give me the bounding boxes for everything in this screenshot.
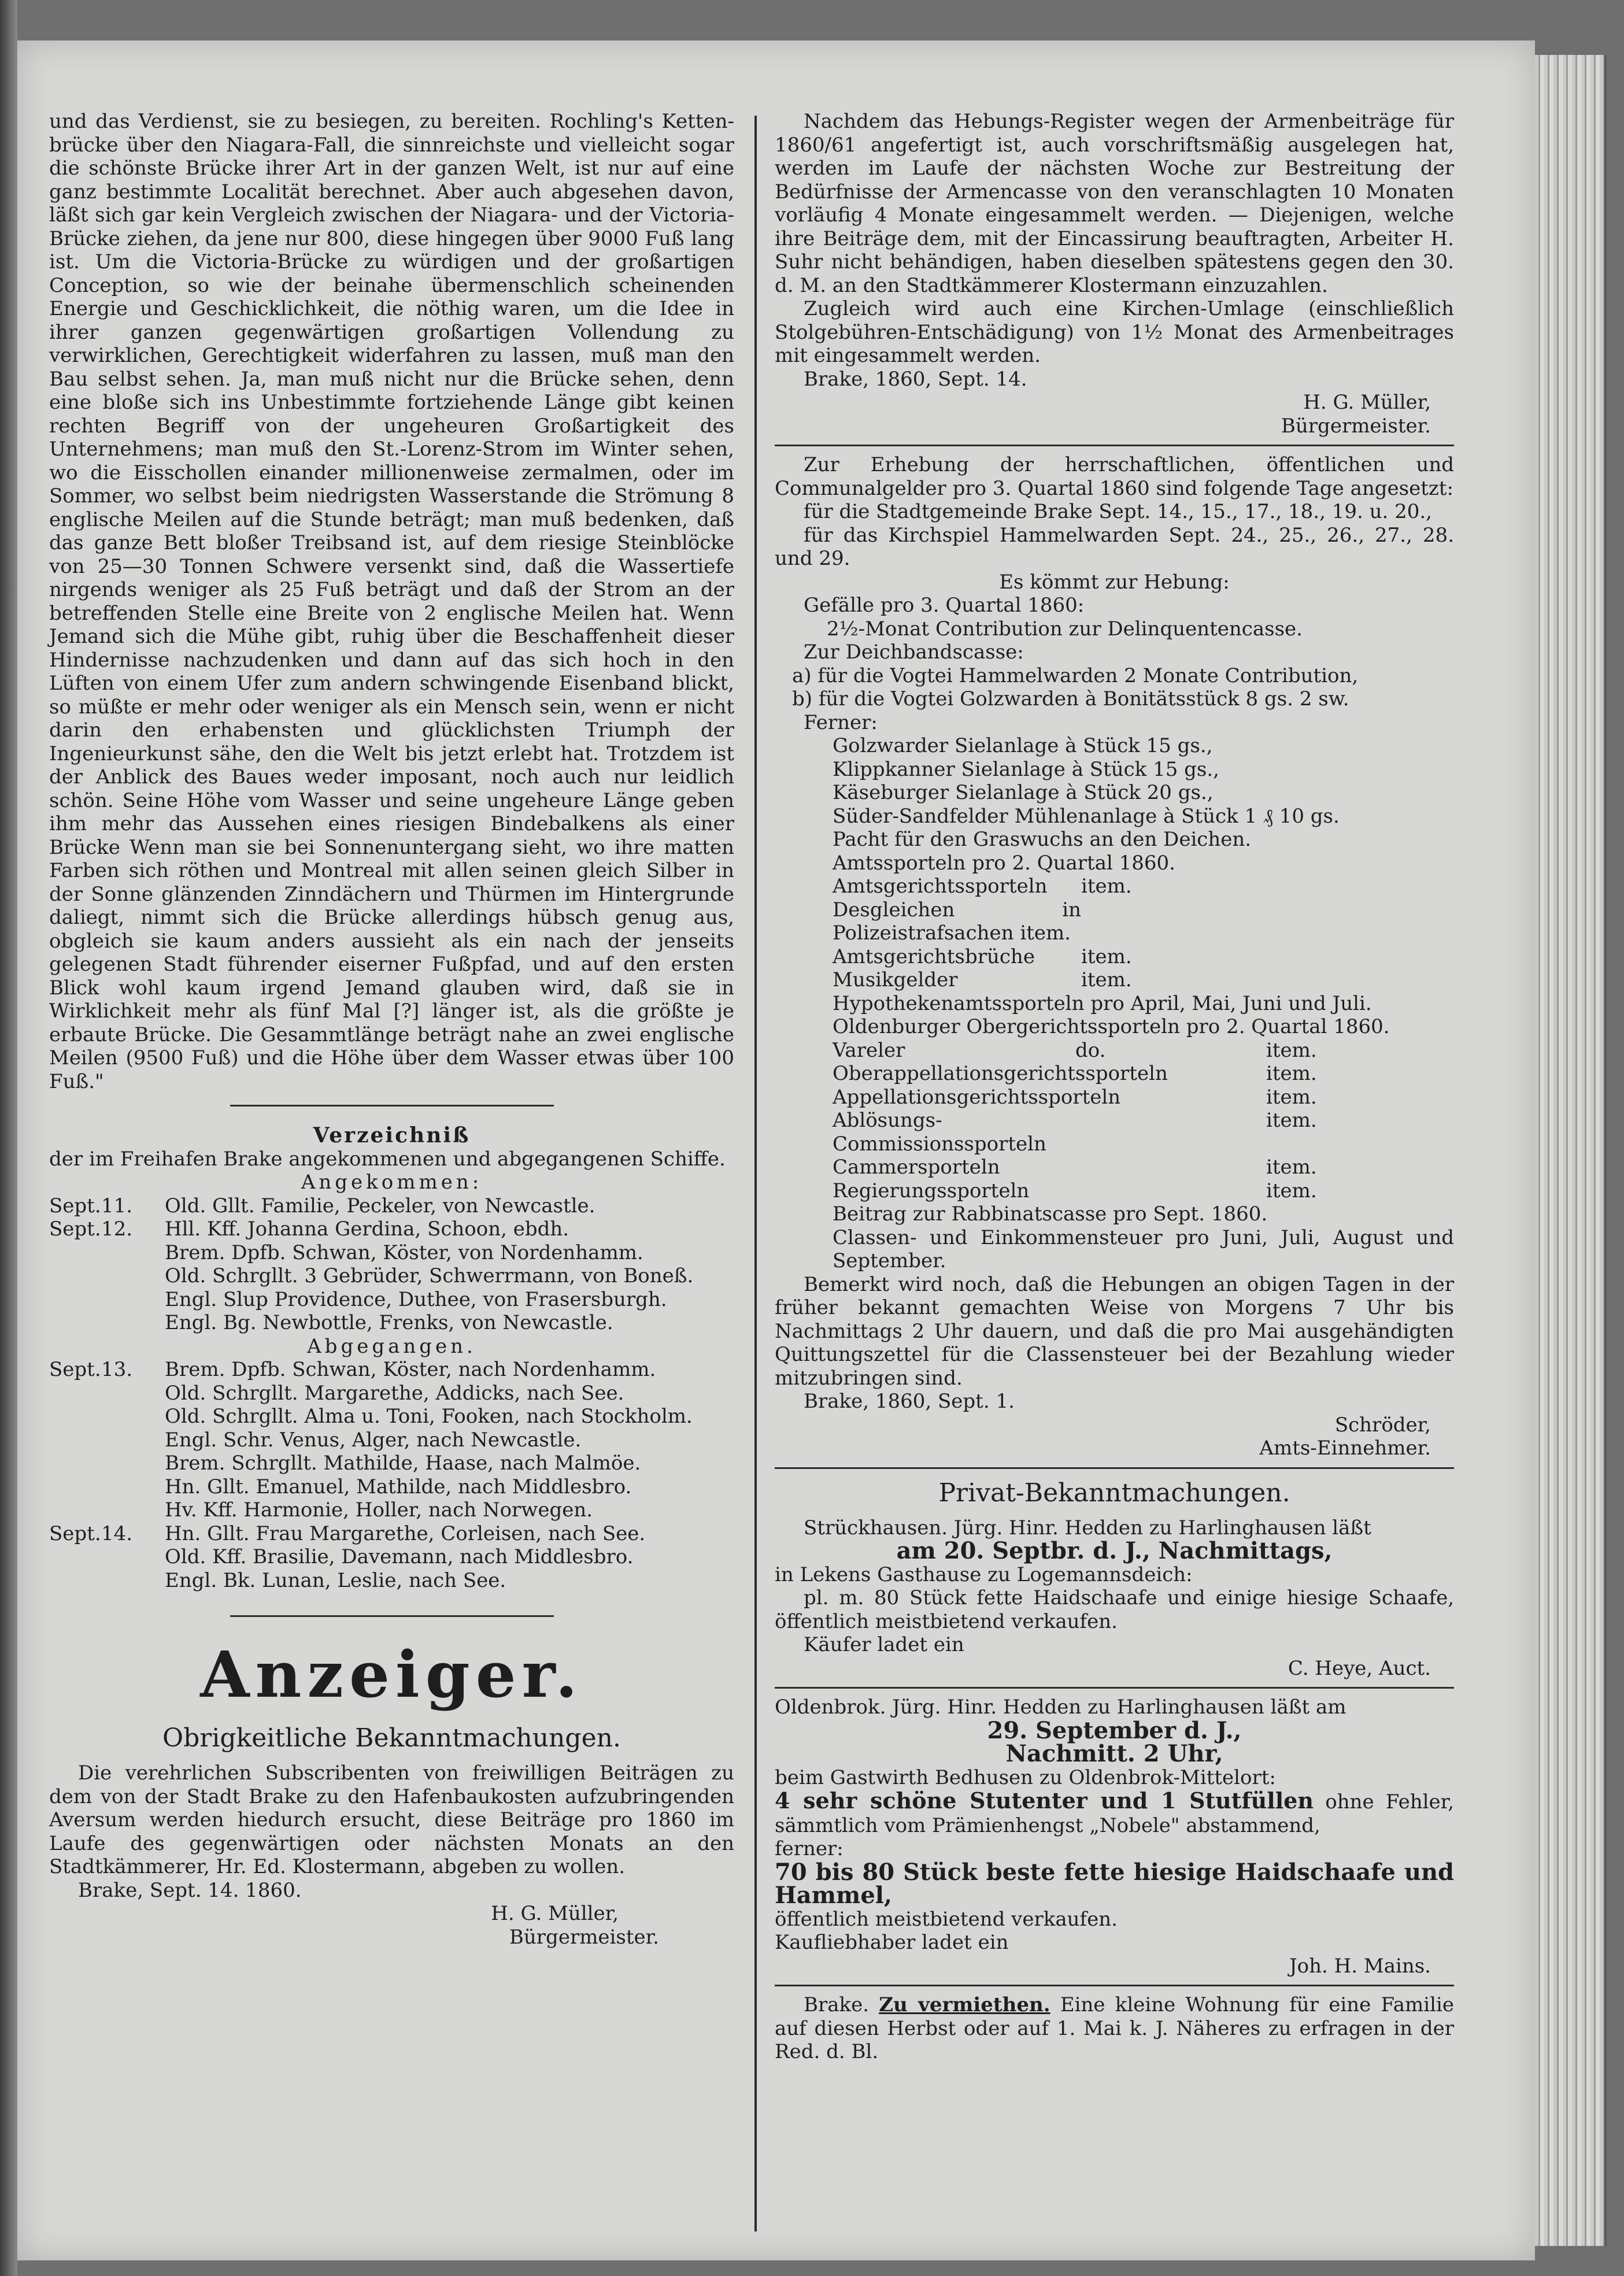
ad2-sheep: 70 bis 80 Stück beste fette hiesige Haidschaafe und Hammel, [775, 1858, 1454, 1909]
ferner-list [775, 734, 1454, 875]
item-label: Regierungssporteln [833, 1179, 1030, 1202]
anzeiger-title: Anzeiger. [200, 1637, 583, 1712]
ship-entry: Hn. Gllt. Frau Margarethe, Corleisen, nach See. [165, 1522, 646, 1545]
ship-entry: Old. Schrgllt. 3 Gebrüder, Schwerrmann, von Boneß. [165, 1264, 694, 1287]
ad2-signature: Joh. H. Mains. [1289, 1954, 1431, 1978]
item-label: Appellationsgerichtssporteln [833, 1085, 1121, 1109]
item-value [1081, 898, 1179, 945]
departure-row [49, 1498, 734, 1522]
item-ditto [1075, 1179, 1266, 1203]
monat-contribution: 2½-Monat Contribution zur Delinquentencasse. [827, 617, 1303, 641]
ad1-signature: C. Heye, Auct. [1288, 1656, 1431, 1680]
item-value: item. [1081, 945, 1132, 968]
deichband-b: b) für die Vogtei Golzwarden à Bonitätsstück 8 gs. 2 sw. [792, 687, 1349, 710]
privat-title: Privat-Bekanntmachungen. [938, 1478, 1290, 1508]
erhebung-line-brake: für die Stadtgemeinde Brake Sept. 14., 15., 17., 18., 19. u. 20., [804, 500, 1432, 523]
right-column [775, 110, 1454, 2064]
divider [230, 1105, 554, 1106]
ship-day: 11. [101, 1194, 133, 1217]
ad2-time: Nachmitt. 2 Uhr, [1005, 1740, 1223, 1767]
ship-month [49, 1288, 101, 1312]
ship-day [101, 1428, 165, 1452]
bemerkt-date: Brake, 1860, Sept. 1. [804, 1390, 1015, 1413]
column-divider [754, 116, 757, 2231]
departure-row [49, 1522, 734, 1546]
item-row [833, 1086, 1454, 1109]
ship-entry: Engl. Bg. Newbottle, Frenks, von Newcastle. [165, 1311, 613, 1334]
ship-month [49, 1241, 101, 1265]
ad2-location: beim Gastwirth Bedhusen zu Oldenbrok-Mittelort: [775, 1766, 1276, 1789]
ad2-sale: öffentlich meistbietend verkaufen. [775, 1907, 1118, 1931]
obrigkeitliche-text: Die verehrlichen Subscribenten von freiwilligen Beiträgen zu dem von der Stadt Brake zu den Hafenbaukosten aufzubringenden Aversum werden hiedurch ersucht, diese Beiträge pro 1860 im Laufe des gegenwärtigen oder nächsten Monats an den Stadtkämmerer, Hr. Ed. Klostermann, abgeben zu wollen. [49, 1761, 734, 1878]
item-row [833, 898, 1454, 945]
ad2-invite: Kaufliebhaber ladet ein [775, 1931, 1009, 1954]
left-column [49, 110, 734, 1949]
signature-name: H. G. Müller, [1303, 391, 1431, 414]
ferner-label: Ferner: [804, 710, 878, 734]
item-label: Amtsgerichtsbrüche [833, 945, 1035, 968]
item-value: item. [1266, 1156, 1317, 1179]
ad3-place: Brake. [804, 1993, 870, 2016]
obrigkeitliche-date: Brake, Sept. 14. 1860. [78, 1878, 302, 1902]
arrival-row [49, 1241, 734, 1265]
arrivals-table [49, 1194, 734, 1335]
divider [775, 1467, 1454, 1469]
ship-day: 13. [101, 1358, 133, 1381]
ship-day: 12. [101, 1217, 133, 1241]
divider [775, 445, 1454, 446]
ferner-item: Käseburger Sielanlage à Stück 20 gs., [833, 781, 1214, 804]
es-kommt-label: Es kömmt zur Hebung: [999, 570, 1230, 594]
departures-table [49, 1358, 734, 1592]
angekommen-label: Angekommen: [301, 1171, 483, 1194]
ship-day [101, 1382, 165, 1405]
item-ditto [1075, 1109, 1266, 1156]
item-ditto [1075, 1086, 1266, 1109]
item-ditto: do. [1075, 1038, 1106, 1062]
deichband-label: Zur Deichbandscasse: [804, 641, 1024, 664]
divider [775, 1985, 1454, 1986]
ferner-item: Süder-Sandfelder Mühlenanlage à Stück 1 ₰ 10 gs. [833, 804, 1340, 828]
divider [230, 1615, 554, 1617]
ship-entry: Old. Gllt. Familie, Peckeler, von Newcastle. [165, 1194, 595, 1217]
item-label: Vareler [833, 1038, 905, 1062]
bemerkt-text: Bemerkt wird noch, daß die Hebungen an obigen Tagen in der früher bekannt gemachten Weise von Morgens 7 Uhr bis Nachmittags 2 Uhr dauern, und daß die pro Mai ausgehändigten Quittungszettel für die Classensteuer bei der Bezahlung wieder mitzubringen sind. [775, 1272, 1454, 1390]
item-row [833, 945, 1454, 969]
ship-entry: Hn. Gllt. Emanuel, Mathilde, nach Middlesbro. [165, 1475, 632, 1498]
rabbinat-line: Beitrag zur Rabbinatscasse pro Sept. 1860. [833, 1202, 1268, 1226]
ad1-date: am 20. Septbr. d. J., Nachmittags, [896, 1537, 1333, 1564]
item-row [833, 1156, 1454, 1179]
ad1-intro: Strückhausen. Jürg. Hinr. Hedden zu Harlinghausen läßt [804, 1516, 1371, 1539]
ship-month: Sept. [49, 1194, 101, 1217]
ship-month [49, 1382, 101, 1405]
departure-row [49, 1545, 734, 1569]
ship-entry: Brem. Dpfb. Schwan, Köster, von Nordenhamm. [165, 1241, 643, 1264]
departure-row [49, 1382, 734, 1405]
ship-month [49, 1569, 101, 1593]
arrival-row [49, 1194, 734, 1218]
ship-month: Sept. [49, 1358, 101, 1381]
verzeichnis-subtitle: der im Freihafen Brake angekommenen und abgegangenen Schiffe. [49, 1147, 726, 1171]
signature-title: Amts-Einnehmer. [1259, 1437, 1431, 1460]
item-row [833, 1062, 1454, 1086]
ship-entry: Engl. Slup Providence, Duthee, von Frasersburgh. [165, 1287, 667, 1311]
binding-edge [0, 0, 17, 2276]
ship-day [101, 1288, 165, 1312]
ship-month: Sept. [49, 1217, 101, 1241]
ferner-item: Golzwarder Sielanlage à Stück 15 gs., [833, 734, 1213, 757]
bridge-article-text: und das Verdienst, sie zu besiegen, zu bereiten. Rochling's Ketten-brücke über den Niagara-Fall, die sinnreichste und vielleicht sogar die schönste Brücke ihrer Art in der ganzen Welt, ist nur auf eine ganz bestimmte Localität berechnet. Aber auch abgesehen davon, läßt sich gar kein Vergleich zwischen der Niagara- und der Victoria-Brücke ziehen, da jene nur 800, diese hingegen über 9000 Fuß lang ist. Um die Victoria-Brücke zu würdigen und der großartigen Conception, so wie der beinahe übermenschlich scheinenden Energie und Geschicklichkeit, die nöthig waren, um die Idee in ihrer ganzen gegenwärtigen großartigen Vollendung zu verwirklichen, Gerechtigkeit widerfahren zu lassen, muß man den Bau selbst sehen. Ja, man muß nicht nur die Brücke sehen, denn eine bloße sich ins Unbestimmte fortziehende Länge gibt keinen rechten Begriff von der ungeheuren Großartigkeit des Unternehmens; man muß den St.-Lorenz-Strom im Winter sehen, wo die Eisschollen einander millionenweise zermalmen, oder im Sommer, wo selbst beim niedrigsten Wasserstande die Strömung 8 englische Meilen auf die Stunde beträgt; man muß bedenken, daß das ganze Bett bloßer Treibsand ist, auf dem riesige Steinblöcke von 25—30 Tonnen Schwere versenkt sind, daß die Wassertiefe nirgends weniger als 25 Fuß beträgt und daß der Strom an der betreffenden Stelle eine Breite von 2 englische Meilen hat. Wenn Jemand sich die Mühe gibt, ruhig über die Beschaffenheit dieser Hindernisse nachzudenken und dann auf das sich hoch in den Lüften von einem Ufer zum andern schwingende Eisenband blickt, so müßte er mehr oder weniger als ein Mensch sein, wenn er nicht darin den erhabensten und glücklichsten Triumph der Ingenieurkunst sähe, den die Welt bis jetzt erlebt hat. Trotzdem ist der Anblick des Baues weder imposant, noch auch nur leidlich schön. Seine Höhe vom Wasser und seine ungeheure Länge geben ihm mehr das Aussehen eines riesigen Bindebalkens als einer Brücke Wenn man sie bei Sonnenuntergang sieht, wo ihre matten Farben sich röthen und Montreal mit allen seinen gleich Silber in der Sonne glänzenden Zinndächern und Thürmen im Hintergrunde daliegt, nimmt sich die Brücke allerdings hübsch genug aus, obgleich sie kaum anders aussieht als ein nach der jenseits gelegenen Stadt führender eiserner Fußpfad, und auf den ersten Blick wohl kaum irgend Jemand glauben wird, daß sie in Wirklichkeit mehr als fünf Mal [?] länger ist, als die größte je erbaute Brücke. Die Gesammtlänge beträgt nahe an zwei englische Meilen (9500 Fuß) und die Höhe über dem Wasser etwas über 100 Fuß." [49, 110, 734, 1093]
page-stack-edges [1535, 55, 1607, 2246]
obergericht-line: Oldenburger Obergerichtssporteln pro 2. Quartal 1860. [833, 1015, 1390, 1038]
item-label: Ablösungs-Commissionssporteln [833, 1109, 1046, 1156]
item-label: Amtsgerichtssporteln [833, 875, 1048, 898]
ferner-item: Amtssporteln pro 2. Quartal 1860. [833, 851, 1175, 875]
departure-row [49, 1569, 734, 1593]
gefaelle-label: Gefälle pro 3. Quartal 1860: [804, 594, 1085, 617]
ship-day [101, 1264, 165, 1288]
ship-day [101, 1311, 165, 1335]
ship-entry: Hv. Kff. Harmonie, Holler, nach Norwegen. [165, 1498, 593, 1522]
arrival-row [49, 1288, 734, 1312]
ship-entry: Old. Schrgllt. Margarethe, Addicks, nach See. [165, 1381, 624, 1405]
obrigkeitliche-title: Obrigkeitliche Bekanntmachungen. [162, 1723, 621, 1753]
item-label: Oberappellationsgerichtssporteln [833, 1062, 1168, 1085]
item-label: Musikgelder [833, 968, 958, 991]
item-label: Desgleichen in Polizeistrafsachen item. [833, 898, 1081, 945]
signature-title: Bürgermeister. [1281, 414, 1431, 438]
item-ditto [1075, 1156, 1266, 1179]
erhebung-text: Zur Erhebung der herrschaftlichen, öffentlichen und Communalgelder pro 3. Quartal 1860 sind folgende Tage angesetzt: [775, 453, 1454, 500]
ferner-item: Pacht für den Graswuchs an den Deichen. [833, 828, 1252, 851]
ad3-text: Eine kleine Wohnung für eine Familie auf diesen Herbst oder auf 1. Mai k. J. Näheres zu erfragen in der Red. d. Bl. [775, 1993, 1454, 2063]
item-value: item. [1266, 1109, 1317, 1132]
departure-row [49, 1405, 734, 1428]
ship-day [101, 1475, 165, 1499]
ship-entry: Brem. Schrgllt. Mathilde, Haase, nach Malmöe. [165, 1452, 641, 1475]
departure-row [49, 1358, 734, 1382]
ship-entry: Old. Kff. Brasilie, Davemann, nach Middlesbro. [165, 1545, 634, 1568]
signature-title: Bürgermeister. [509, 1925, 659, 1949]
ship-month [49, 1545, 101, 1569]
ad1-goods: pl. m. 80 Stück fette Haidschaafe und einige hiesige Schaafe, öffentlich meistbietend verkaufen. [775, 1586, 1454, 1633]
item-list [775, 1039, 1454, 1203]
departure-row [49, 1428, 734, 1452]
deichband-a: a) für die Vogtei Hammelwarden 2 Monate Contribution, [792, 664, 1359, 687]
item-row [833, 1179, 1454, 1203]
ad2-date: 29. September d. J., [987, 1716, 1242, 1744]
item-ditto [1075, 1062, 1266, 1086]
ship-entry: Engl. Bk. Lunan, Leslie, nach See. [165, 1568, 506, 1592]
divider [775, 1687, 1454, 1689]
erhebung-line-hammelwarden: für das Kirchspiel Hammelwarden Sept. 24., 25., 26., 27., 28. und 29. [775, 523, 1454, 570]
ship-entry: Old. Schrgllt. Alma u. Toni, Fooken, nach Stockholm. [165, 1405, 693, 1428]
item-value: item. [1266, 1085, 1317, 1109]
item-value: item. [1081, 968, 1132, 991]
ad2-ferner: ferner: [775, 1837, 844, 1860]
departure-row [49, 1475, 734, 1499]
armenbeitrag-text: Nachdem das Hebungs-Register wegen der Armenbeiträge für 1860/61 angefertigt ist, auch vorschriftsmäßig ausgelegen hat, werden im Laufe der nächsten Woche zur Bestreitung der Bedürfnisse der Armencasse von den veranschlagten 10 Monaten vorläufig 4 Monate eingesammelt werden. — Diejenigen, welche ihre Beiträge dem, mit der Eincassirung beauftragten, Arbeiter H. Suhr nicht behändigen, haben dieselben spätestens gegen den 30. d. M. an den Stadtkämmerer Klostermann einzuzahlen. [775, 110, 1454, 297]
item-value: item. [1266, 1038, 1317, 1062]
item-row [833, 1039, 1454, 1063]
ship-entry: Hll. Kff. Johanna Gerdina, Schoon, ebdh. [165, 1217, 569, 1241]
ship-day [101, 1545, 165, 1569]
ship-entry: Engl. Schr. Venus, Alger, nach Newcastle. [165, 1428, 582, 1452]
ship-day [101, 1452, 165, 1475]
item-value: item. [1266, 1179, 1317, 1202]
item-list [775, 875, 1454, 992]
item-value: item. [1266, 1062, 1317, 1085]
item-value: item. [1081, 875, 1132, 898]
ship-day [101, 1498, 165, 1522]
item-row [833, 968, 1454, 992]
ship-day [101, 1405, 165, 1428]
signature-name: Schröder, [1334, 1413, 1431, 1437]
notice-date: Brake, 1860, Sept. 14. [804, 367, 1027, 391]
ad3-heading: Zu vermiethen. [879, 1993, 1050, 2016]
ad1-invite: Käufer ladet ein [804, 1633, 964, 1656]
item-row [833, 875, 1454, 898]
ship-month [49, 1475, 101, 1499]
ad2-horses: 4 sehr schöne Stutenter und 1 Stutfüllen [775, 1788, 1314, 1814]
hypothek-line: Hypothekenamtssporteln pro April, Mai, Juni und Juli. [833, 991, 1372, 1015]
ad1-location: in Lekens Gasthause zu Logemannsdeich: [775, 1563, 1193, 1586]
item-label: Cammersporteln [833, 1156, 1000, 1179]
ship-day: 14. [101, 1522, 133, 1545]
ship-month [49, 1498, 101, 1522]
kirchen-umlage-text: Zugleich wird auch eine Kirchen-Umlage (einschließlich Stolgebühren-Entschädigung) von 1½ Monat des Armenbeitrages mit eingesammelt werden. [775, 297, 1454, 367]
departure-row [49, 1452, 734, 1475]
ship-day [101, 1569, 165, 1593]
arrival-row [49, 1264, 734, 1288]
ship-entry: Brem. Dpfb. Schwan, Köster, nach Nordenhamm. [165, 1358, 656, 1381]
ferner-item: Klippkanner Sielanlage à Stück 15 gs., [833, 757, 1219, 781]
ship-month [49, 1452, 101, 1475]
ship-month: Sept. [49, 1522, 101, 1545]
ship-day [101, 1241, 165, 1265]
ship-month [49, 1405, 101, 1428]
ad2-horses-note: ohne Fehler, sämmtlich vom Prämienhengst „Nobele" abstammend, [775, 1790, 1454, 1837]
ship-month [49, 1311, 101, 1335]
signature-name: H. G. Müller, [491, 1902, 619, 1925]
verzeichnis-title: Verzeichniß [313, 1123, 471, 1148]
ship-month [49, 1264, 101, 1288]
ad2-intro: Oldenbrok. Jürg. Hinr. Hedden zu Harlinghausen läßt am [775, 1696, 1346, 1719]
abgegangen-label: Abgegangen. [307, 1334, 476, 1358]
item-row [833, 1109, 1454, 1156]
classensteuer-line: Classen- und Einkommensteuer pro Juni, Juli, August und September. [833, 1226, 1454, 1272]
ship-month [49, 1428, 101, 1452]
arrival-row [49, 1311, 734, 1335]
arrival-row [49, 1217, 734, 1241]
